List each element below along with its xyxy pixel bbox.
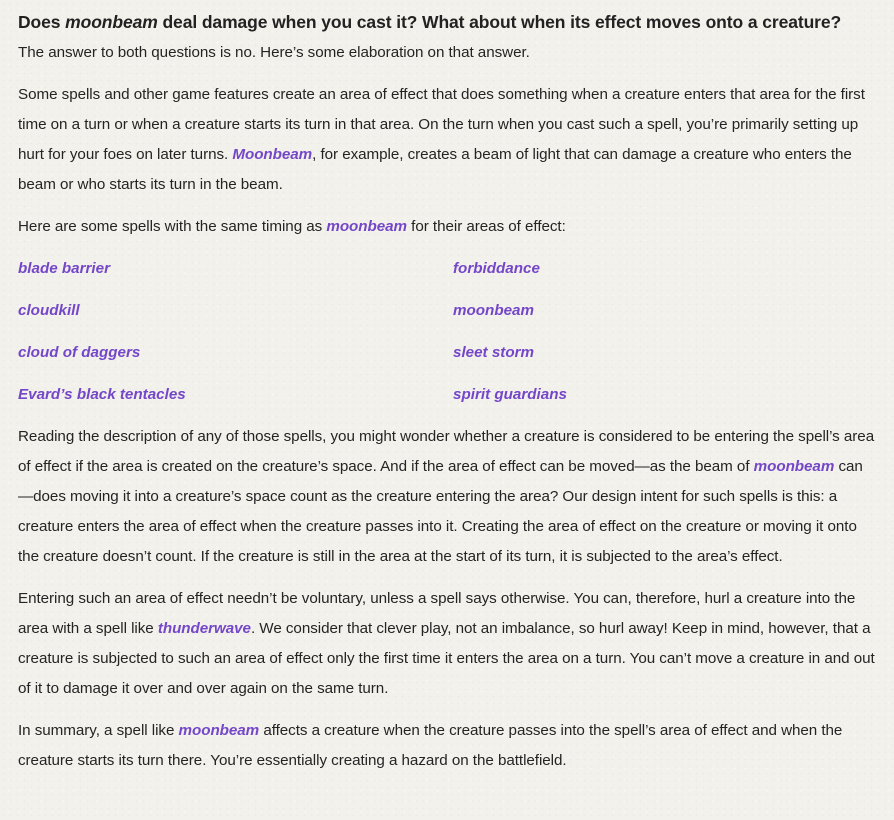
paragraph-text: can—does moving it into a creature’s space count as the creature entering the area? Our design intent for such spells is this: a creature enters the area of effect when the creature passes into it. Creating the area of effect on the creature or moving it onto the creature doesn’t count. If the creature is still in the area at the start of its turn, it is subjected to the area’s effect. — [18, 458, 863, 565]
spell-link-moonbeam[interactable]: moonbeam — [178, 722, 260, 739]
spell-link-blade-barrier[interactable]: blade barrier — [18, 260, 111, 277]
spell-link-cloudkill[interactable]: cloudkill — [18, 302, 80, 319]
paragraph-design-intent — [18, 422, 876, 572]
paragraph-summary — [18, 716, 876, 776]
spell-list — [18, 250, 876, 418]
paragraph-text: Reading the description of any of those spells, you might wonder whether a creature is considered to be entering the spell’s area of effect if the area is created on the creature’s space. And if the area of effect can be moved—as the beam of — [18, 428, 875, 475]
spell-link-moonbeam[interactable]: moonbeam — [453, 302, 535, 319]
paragraph-spell-list-intro — [18, 212, 876, 242]
paragraph-text: for their areas of effect: — [407, 218, 566, 235]
heading-text-post: deal damage when you cast it? What about when its effect moves onto a creature? — [157, 12, 842, 32]
paragraph-text: , for example, creates a beam of light that can damage a creature who enters the beam or who starts its turn in the beam. — [18, 146, 852, 193]
spell-link-spirit-guardians[interactable]: spirit guardians — [453, 386, 567, 403]
spell-link-cloud-of-daggers[interactable]: cloud of daggers — [18, 344, 141, 361]
answer-intro: The answer to both questions is no. Here’s some elaboration on that answer. — [18, 44, 530, 61]
spell-link-moonbeam[interactable]: moonbeam — [753, 458, 835, 475]
question-heading — [18, 8, 876, 36]
paragraph-text: . We consider that clever play, not an imbalance, so hurl away! Keep in mind, however, that a creature is subjected to such an area of effect only the first time it enters the area on a turn. You can’t move a creature in and out of it to damage it over and over again on the same turn. — [18, 620, 875, 697]
paragraph-involuntary-entry — [18, 584, 876, 704]
heading-text-pre: Does — [18, 12, 66, 32]
spell-link-moonbeam[interactable]: moonbeam — [326, 218, 407, 235]
spell-link-forbiddance[interactable]: forbiddance — [453, 260, 540, 277]
spell-link-moonbeam[interactable]: Moonbeam — [232, 146, 313, 163]
paragraph-area-of-effect — [18, 80, 876, 200]
spell-link-evards-black-tentacles[interactable]: Evard’s black tentacles — [18, 386, 186, 403]
spell-link-thunderwave[interactable]: thunderwave — [157, 620, 251, 637]
paragraph-text: Some spells and other game features create an area of effect that does something when a creature enters that area for the first time on a turn or when a creature starts its turn in that area. On the turn when you cast such a spell, you’re primarily setting up hurt for your foes on later turns. — [18, 86, 865, 163]
paragraph-text: affects a creature when the creature passes into the spell’s area of effect and when the creature starts its turn there. You’re essentially creating a hazard on the battlefield. — [18, 722, 843, 769]
spell-link-sleet-storm[interactable]: sleet storm — [453, 344, 535, 361]
paragraph-text: In summary, a spell like — [18, 722, 179, 739]
heading-spell-name: moonbeam — [65, 12, 158, 32]
paragraph-text: Here are some spells with the same timing as — [18, 218, 327, 235]
paragraph-text: Entering such an area of effect needn’t be voluntary, unless a spell says otherwise. You can, therefore, hurl a creature into the area with a spell like — [18, 590, 856, 637]
